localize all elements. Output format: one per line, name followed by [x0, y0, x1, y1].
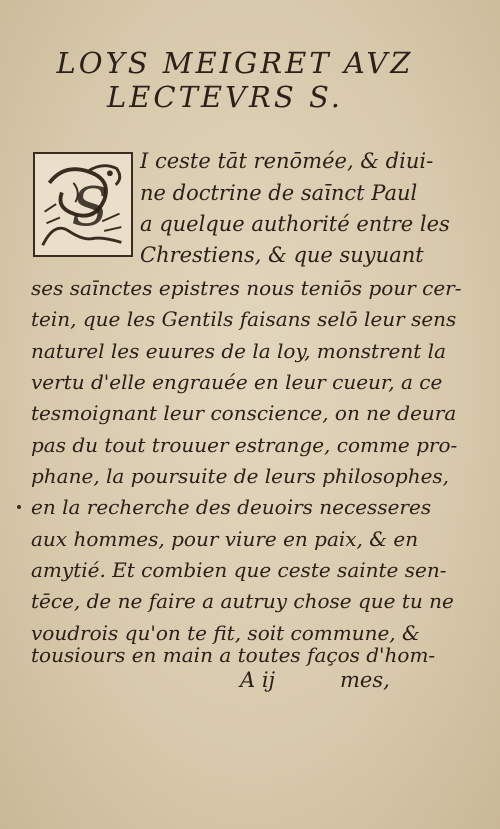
text-line: ne doctrine de saīnct Paul: [140, 181, 418, 205]
text-line: pas du tout trouuer estrange, comme pro-: [31, 433, 458, 457]
text-line: tein, que les Gentils faisans selō leur sens: [31, 307, 457, 331]
signature-mark: A ij: [240, 668, 276, 692]
text-line: tēce, de ne faire a autruy chose que tu ne: [31, 589, 454, 613]
dragon-initial-icon: [35, 154, 131, 255]
text-line: phane, la poursuite de leurs philosophes,: [31, 464, 450, 488]
ink-dot: [17, 505, 21, 509]
text-line: vertu d'elle engrauée en leur cueur, a ce: [31, 370, 443, 394]
text-line: Chrestiens, & que suyuant: [140, 243, 424, 267]
text-line: amytié. Et combien que ceste sainte sen-: [31, 558, 447, 582]
heading-line-2: LECTEVRS S.: [106, 80, 344, 114]
text-line: naturel les euures de la loy, monstrent la: [31, 339, 446, 363]
text-line: I ceste tāt renōmée, & diui-: [140, 149, 434, 173]
catchword: mes,: [340, 668, 390, 692]
svg-text:S: S: [71, 175, 109, 239]
decorated-initial: [33, 152, 133, 257]
text-line: en la recherche des deuoirs necesseres: [31, 495, 432, 519]
text-line: ses saīnctes epistres nous teniōs pour cer-: [31, 276, 462, 300]
text-line: tousiours en main a toutes faços d'hom-: [31, 643, 436, 667]
text-line: aux hommes, pour viure en paix, & en: [31, 527, 419, 551]
heading-line-1: LOYS MEIGRET AVZ: [56, 46, 414, 80]
text-line: tesmoignant leur conscience, on ne deura: [31, 401, 457, 425]
text-line: a quelque authorité entre les: [140, 212, 450, 236]
text-line: voudrois qu'on te fit, soit commune, &: [31, 621, 420, 645]
